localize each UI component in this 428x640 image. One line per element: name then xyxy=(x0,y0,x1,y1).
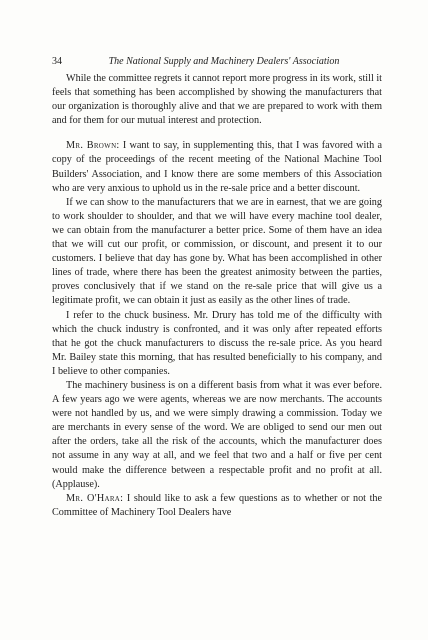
speaker-name: Mr. Brown: xyxy=(66,140,120,152)
paragraph-text: I want to say, in supplementing this, that I was favored with a copy of the proceedings of the recent meeting of the National Machine Tool Builders' Association, and I know there are some members of this Association who are very anxious to uphold us in the re-sale price and a better discount. xyxy=(52,140,383,194)
paragraph-committee-report xyxy=(52,72,382,128)
paragraph-mr-ohara xyxy=(52,492,382,520)
paragraph-text: I refer to the chuck business. Mr. Drury has told me of the difficulty with which the chuck industry is confronted, and it was only after repeated efforts that he got the chuck manufacturers to discuss the re-sale price. As you heard Mr. Bailey state this morning, that has resulted beneficially to his company, and I believe to other companies. xyxy=(52,309,382,377)
body-text xyxy=(52,72,382,520)
running-head xyxy=(52,55,382,69)
paragraph-text: While the committee regrets it cannot report more progress in its work, still it feels that something has been accomplished by showing the manufacturers that our organization is thoroughly alive and that we are prepared to work with them and for them for our mutual interest and protection. xyxy=(52,73,382,127)
paragraph-text: The machinery business is on a different basis from what it was ever before. A few years ago we were agents, whereas we are now merchants. The accounts were not handled by us, and we were simply drawing a commission. Today we are merchants in every sense of the word. We are obliged to send our men out after the orders, take all the risk of the accounts, which the manufacturer does not assume in any way at all, and we feel that two and a half or five per cent would make the difference between a respectable profit and no profit at all. (Applause). xyxy=(52,379,382,490)
paragraph-text: I should like to ask a few questions as to whether or not the Committee of Machinery Tool Dealers have xyxy=(52,492,383,518)
paragraph-mr-brown xyxy=(52,139,382,195)
page-number: 34 xyxy=(52,56,62,67)
running-head-title: The National Supply and Machinery Dealers' Association xyxy=(108,56,340,67)
paragraph-machinery-business xyxy=(52,379,382,492)
paragraph-manufacturers xyxy=(52,196,382,309)
paragraph-chuck-business xyxy=(52,309,382,379)
paragraph-text: If we can show to the manufacturers that we are in earnest, that we are going to work shoulder to shoulder, and that we will have every machine tool dealer, we can obtain from the manufacturer a better price. Some of them have an idea that we will cut our profit, or commission, or discount, and present it to our customers. I believe that day has gone by. What has been accomplished in other lines of trade, where there has been the greatest animosity between the parties, proves conclusively that if we stand on the re-sale price that will give us a legitimate profit, we can obtain it just as easily as the other lines of trade. xyxy=(52,196,382,307)
speaker-name: Mr. O'Hara: xyxy=(66,492,124,504)
